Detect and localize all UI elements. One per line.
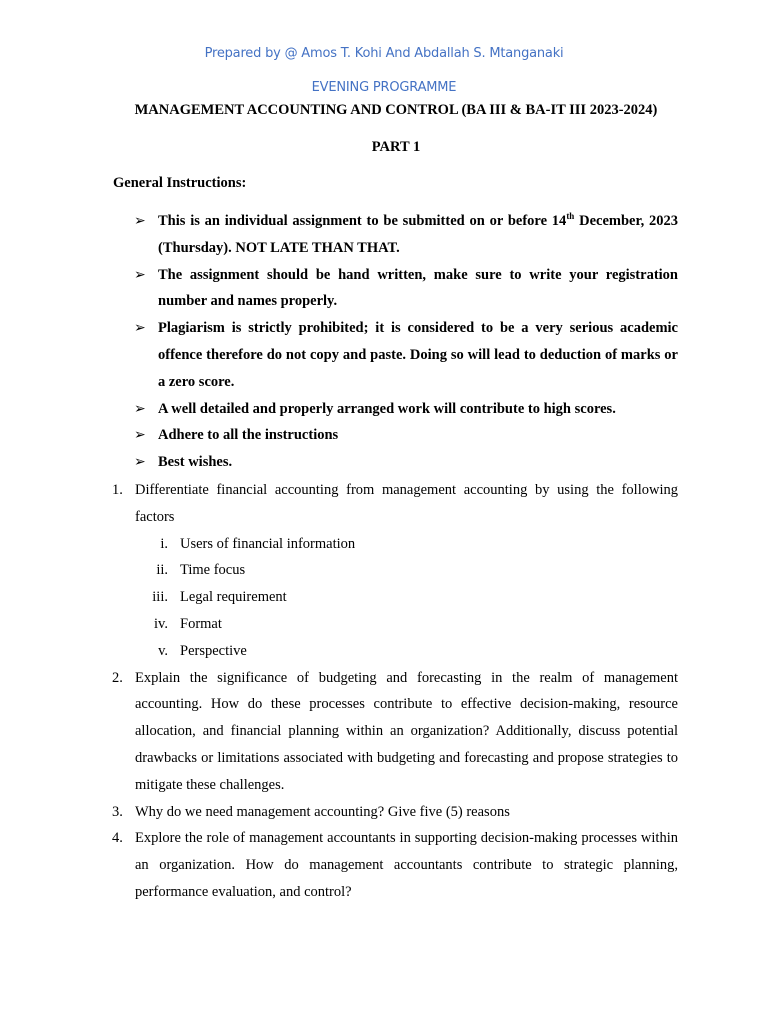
question-number: 3. — [112, 803, 123, 820]
instructions-list — [130, 208, 678, 476]
instruction-item — [130, 208, 678, 262]
question-text: Explore the role of management accountants in supporting decision-making processes within an organization. How do management accountants contribute to strategic planning, performance evaluation, and control? — [135, 830, 678, 900]
roman-numeral: ii. — [156, 562, 168, 579]
question-item — [110, 665, 678, 799]
question-text: Why do we need management accounting? Give five (5) reasons — [135, 803, 510, 820]
instruction-text: This is an individual assignment to be submitted on or before 14 — [158, 213, 567, 229]
question-text: Explain the significance of budgeting and forecasting in the realm of management accounting. How do these processes contribute to effective decision-making, resource allocation, and financial planning within an organization? Additionally, discuss potential drawbacks or limitations associated with budgeting and forecasting and propose strategies to mitigate these challenges. — [135, 669, 678, 793]
prepared-by-line: Prepared by @ Amos T. Kohi And Abdallah S. Mtanganaki — [204, 46, 564, 61]
instruction-text: Adhere to all the instructions — [158, 427, 339, 444]
arrow-bullet-icon: ➢ — [134, 400, 146, 417]
instruction-item — [130, 449, 678, 476]
part-heading: PART 1 — [371, 139, 421, 155]
sub-item — [135, 584, 678, 611]
arrow-bullet-icon: ➢ — [134, 427, 146, 444]
roman-numeral: v. — [158, 642, 168, 659]
ordinal-superscript: th — [566, 211, 575, 222]
question-number: 1. — [112, 482, 123, 498]
sub-item — [135, 531, 678, 558]
question-number: 4. — [112, 830, 123, 847]
sub-items-list — [135, 531, 678, 665]
programme-line: EVENING PROGRAMME — [311, 80, 457, 95]
sub-item-text: Format — [180, 615, 222, 632]
question-item — [110, 825, 678, 905]
question-item — [110, 799, 678, 826]
instruction-text: Best wishes. — [158, 454, 233, 471]
question-number: 2. — [112, 669, 123, 686]
instruction-text: A well detailed and properly arranged work will contribute to high scores. — [158, 400, 616, 417]
arrow-bullet-icon: ➢ — [134, 266, 146, 283]
roman-numeral: iii. — [152, 589, 168, 606]
instruction-item — [130, 422, 678, 449]
arrow-bullet-icon: ➢ — [134, 454, 146, 471]
instruction-text: December, 2023 (Thursday). NOT LATE THAN THAT. — [158, 213, 678, 256]
sub-item — [135, 638, 678, 665]
question-text: Differentiate financial accounting from management accounting by using the following factors — [135, 482, 678, 525]
roman-numeral: iv. — [154, 615, 168, 632]
arrow-bullet-icon: ➢ — [134, 320, 146, 337]
sub-item-text: Legal requirement — [180, 589, 287, 606]
sub-item-text: Perspective — [180, 642, 247, 659]
sub-item — [135, 557, 678, 584]
sub-item-text: Users of financial information — [180, 535, 356, 552]
question-item — [110, 477, 678, 665]
instruction-item — [130, 315, 678, 395]
sub-item-text: Time focus — [180, 562, 246, 579]
general-instructions-heading: General Instructions: — [113, 175, 247, 191]
arrow-bullet-icon: ➢ — [134, 213, 146, 229]
sub-item — [135, 611, 678, 638]
instruction-text: Plagiarism is strictly prohibited; it is considered to be a very serious academic offence therefore do not copy and paste. Doing so will lead to deduction of marks or a zero score. — [158, 320, 678, 390]
instruction-item — [130, 396, 678, 423]
document-title: MANAGEMENT ACCOUNTING AND CONTROL (BA III & BA-IT III 2023-2024) — [134, 102, 658, 118]
instruction-item — [130, 262, 678, 316]
instruction-text: The assignment should be hand written, make sure to write your registration number and names properly. — [158, 266, 678, 310]
questions-list — [110, 477, 678, 906]
roman-numeral: i. — [160, 535, 168, 552]
